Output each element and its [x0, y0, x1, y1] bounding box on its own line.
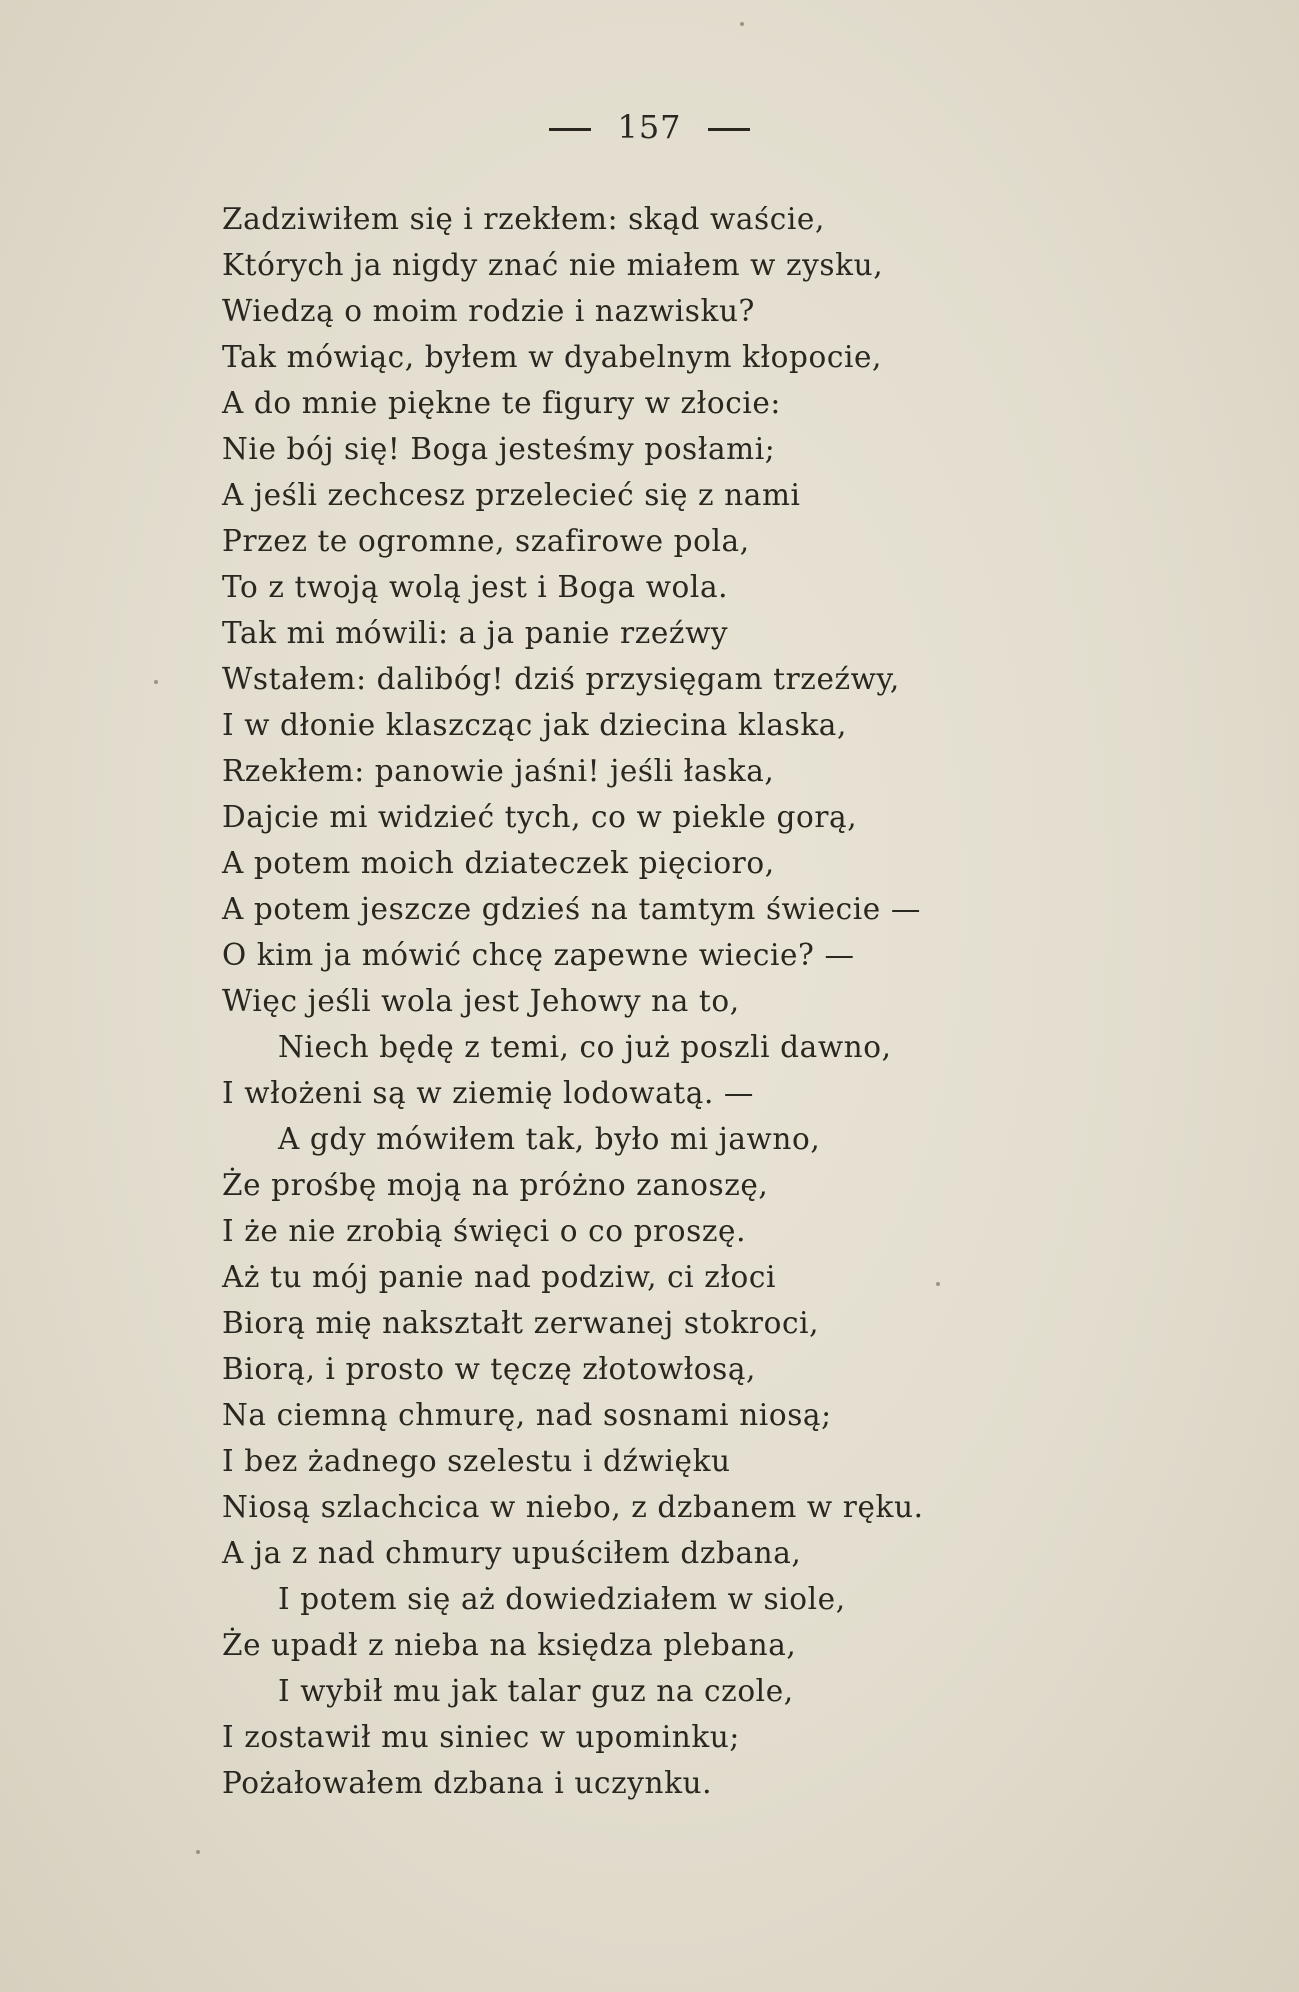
paper-speck [936, 1282, 940, 1286]
poem-line: Przez te ogromne, szafirowe pola, [222, 524, 750, 558]
poem-line: A potem moich dziateczek pięcioro, [222, 846, 775, 880]
poem-line: Dajcie mi widzieć tych, co w piekle gorą, [222, 800, 858, 834]
poem-line: A jeśli zechcesz przelecieć się z nami [222, 478, 801, 512]
poem-line: A gdy mówiłem tak, było mi jawno, [278, 1122, 821, 1156]
paper-speck [196, 1850, 200, 1854]
poem-line: O kim ja mówić chcę zapewne wiecie? — [222, 938, 855, 972]
poem-line: Których ja nigdy znać nie miałem w zysku, [222, 248, 884, 282]
poem-line: A potem jeszcze gdzieś na tamtym świecie — [222, 892, 921, 926]
poem-line: To z twoją wolą jest i Boga wola. [222, 570, 729, 604]
poem-line: Że prośbę moją na próżno zanoszę, [222, 1168, 769, 1202]
right-dash [708, 128, 750, 131]
page-header [0, 108, 1299, 146]
poem-line: I włożeni są w ziemię lodowatą. — [222, 1076, 755, 1110]
poem-line: A ja z nad chmury upuściłem dzbana, [222, 1536, 802, 1570]
paper-speck [740, 22, 744, 26]
page-number: 157 [617, 108, 682, 146]
poem-line: Pożałowałem dzbana i uczynku. [222, 1766, 713, 1800]
poem-line: Nie bój się! Boga jesteśmy posłami; [222, 432, 776, 466]
poem-line: Tak mi mówili: a ja panie rzeźwy [222, 616, 729, 650]
poem-line: Biorą mię nakształt zerwanej stokroci, [222, 1306, 820, 1340]
poem-line: Niech będę z temi, co już poszli dawno, [278, 1030, 892, 1064]
poem-line: Że upadł z nieba na księdza plebana, [222, 1628, 797, 1662]
poem-line: Tak mówiąc, byłem w dyabelnym kłopocie, [222, 340, 883, 374]
poem-line: I w dłonie klaszcząc jak dziecina klaska, [222, 708, 847, 742]
poem-line: Rzekłem: panowie jaśni! jeśli łaska, [222, 754, 775, 788]
poem-line: I potem się aż dowiedziałem w siole, [278, 1582, 846, 1616]
poem-line: Wiedzą o moim rodzie i nazwisku? [222, 294, 755, 328]
left-dash [549, 128, 591, 131]
poem-text [222, 196, 1262, 1806]
poem-line: Wstałem: dalibóg! dziś przysięgam trzeźwy, [222, 662, 900, 696]
poem-line: Biorą, i prosto w tęczę złotowłosą, [222, 1352, 757, 1386]
poem-line: Niosą szlachcica w niebo, z dzbanem w ręku. [222, 1490, 924, 1524]
poem-line: I że nie zrobią święci o co proszę. [222, 1214, 747, 1248]
poem-line: Aż tu mój panie nad podziw, ci złoci [222, 1260, 777, 1294]
poem-line: I wybił mu jak talar guz na czole, [278, 1674, 794, 1708]
poem-line: Więc jeśli wola jest Jehowy na to, [222, 984, 740, 1018]
poem-line: Na ciemną chmurę, nad sosnami niosą; [222, 1398, 832, 1432]
poem-line: I bez żadnego szelestu i dźwięku [222, 1444, 731, 1478]
poem-line: Zadziwiłem się i rzekłem: skąd waście, [222, 202, 825, 236]
paper-speck [154, 680, 158, 684]
poem-line: A do mnie piękne te figury w złocie: [222, 386, 781, 420]
poem-line: I zostawił mu siniec w upominku; [222, 1720, 740, 1754]
